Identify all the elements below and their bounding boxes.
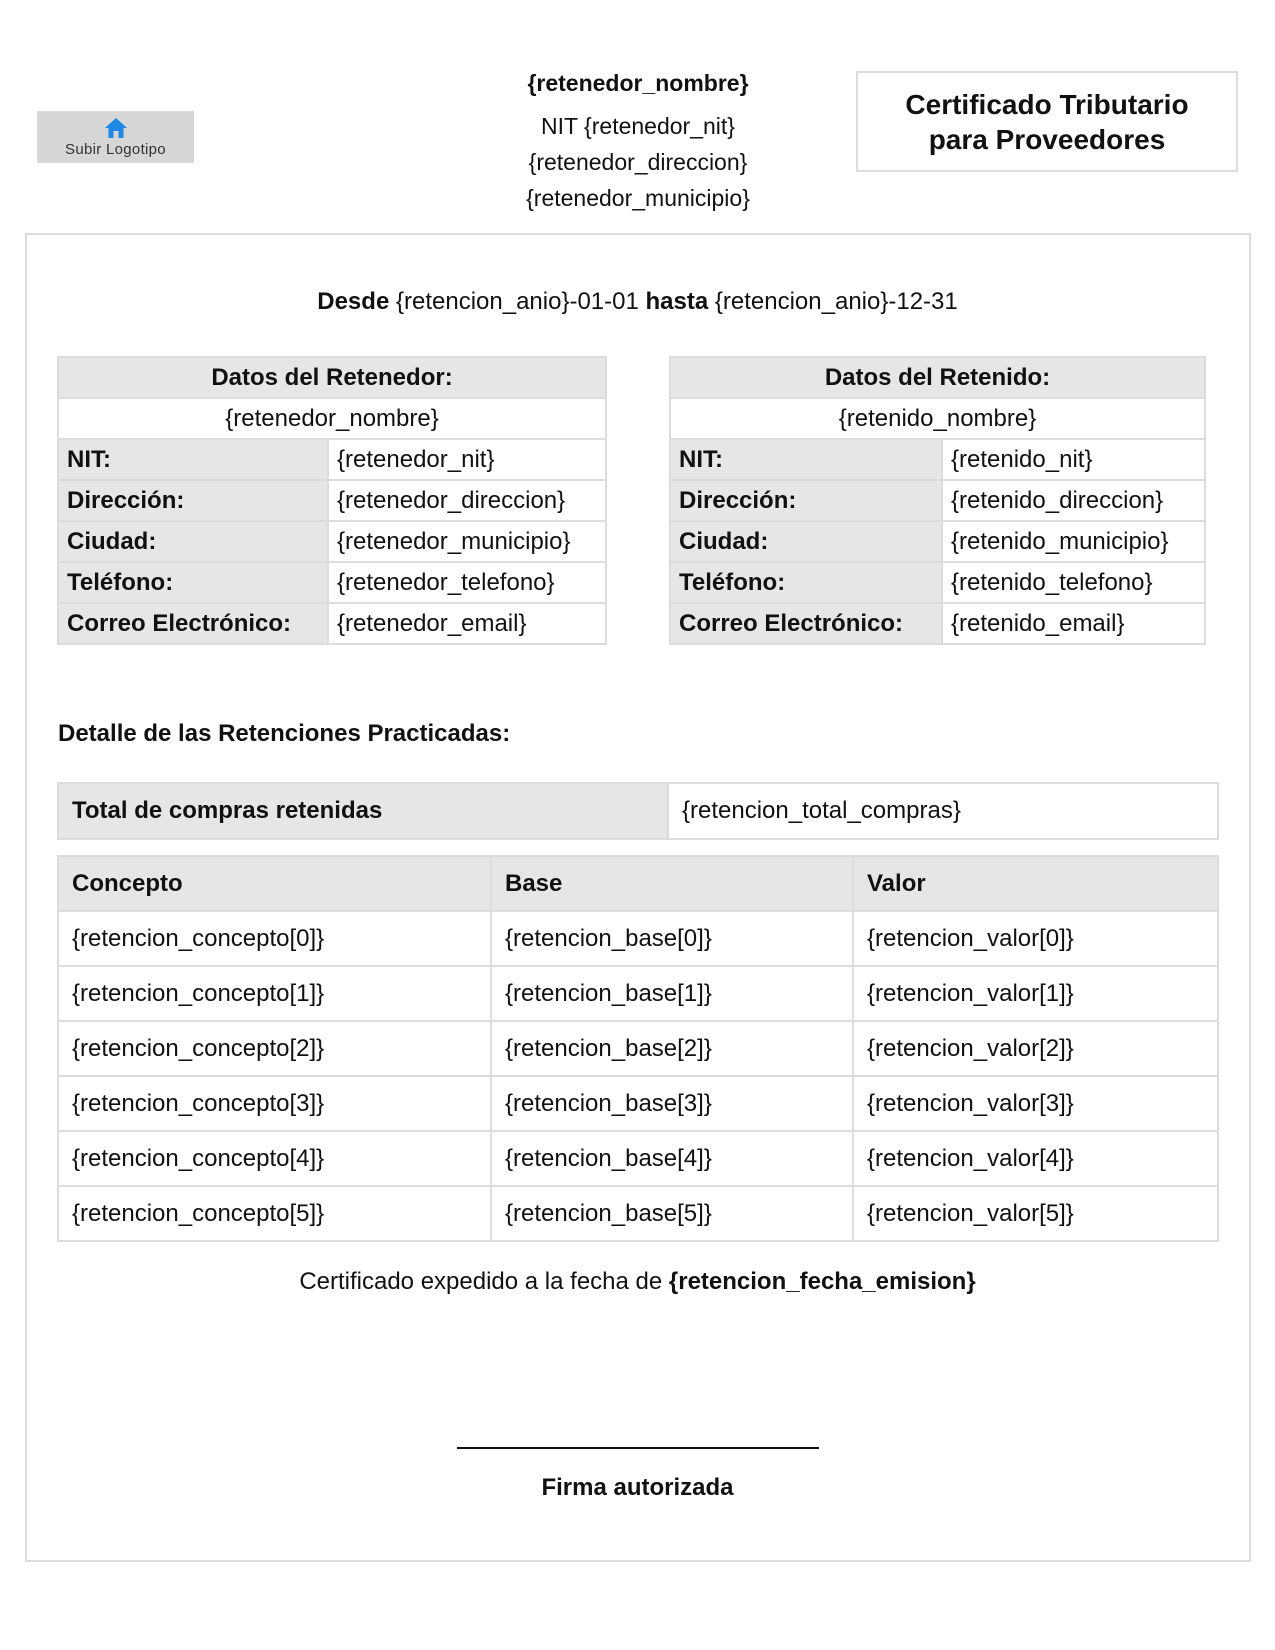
retenedor-value: {retenedor_email} [328,603,606,644]
table-row [670,603,1205,644]
issuer-city: {retenedor_municipio} [526,185,750,211]
issued-date: {retencion_fecha_emision} [668,1268,976,1295]
document-title-line2: para Proveedores [928,123,1166,155]
retenido-value: {retenido_municipio} [942,521,1205,562]
retenido-value: {retenido_direccion} [942,480,1205,521]
document-title [856,71,1238,172]
cell-base: {retencion_base[3]} [491,1076,853,1131]
home-icon [103,116,129,140]
retenido-value: {retenido_nit} [942,439,1205,480]
table-row [58,521,606,562]
table-header-row [58,856,1218,911]
retenido-label: Teléfono: [670,562,942,603]
cell-valor: {retencion_valor[1]} [853,966,1218,1021]
retenedor-heading: Datos del Retenedor: [58,357,606,398]
table-row [58,783,1218,839]
retenedor-table [57,356,607,645]
table-row [58,966,1218,1021]
retenido-label: Correo Electrónico: [670,603,942,644]
retenido-value: {retenido_telefono} [942,562,1205,603]
retenido-label: NIT: [670,439,942,480]
retenedor-value: {retenedor_municipio} [328,521,606,562]
cell-concepto: {retencion_concepto[0]} [58,911,491,966]
totals-table [57,782,1219,840]
cell-base: {retencion_base[5]} [491,1186,853,1241]
cell-base: {retencion_base[4]} [491,1131,853,1186]
table-row [58,1131,1218,1186]
cell-base: {retencion_base[2]} [491,1021,853,1076]
table-row [58,562,606,603]
upload-logo-label: Subir Logotipo [65,141,166,158]
table-row [58,439,606,480]
signature-label: Firma autorizada [541,1474,734,1501]
document-title-line1: Certificado Tributario [905,88,1189,120]
issuer-nit: NIT {retenedor_nit} [541,113,735,139]
retenedor-label: Teléfono: [58,562,328,603]
table-row [58,1186,1218,1241]
cell-concepto: {retencion_concepto[2]} [58,1021,491,1076]
section-title: Detalle de las Retenciones Practicadas: [58,720,511,747]
issued-line [0,1268,1275,1296]
cell-concepto: {retencion_concepto[5]} [58,1186,491,1241]
table-row [58,1076,1218,1131]
retenedor-label: Correo Electrónico: [58,603,328,644]
total-value: {retencion_total_compras} [668,783,1218,839]
retenido-label: Dirección: [670,480,942,521]
retenido-label: Ciudad: [670,521,942,562]
cell-valor: {retencion_valor[4]} [853,1131,1218,1186]
column-header-valor: Valor [853,856,1218,911]
cell-concepto: {retencion_concepto[3]} [58,1076,491,1131]
issuer-name: {retenedor_nombre} [527,70,749,96]
retenedor-label: NIT: [58,439,328,480]
table-row [58,603,606,644]
cell-valor: {retencion_valor[2]} [853,1021,1218,1076]
retenido-name: {retenido_nombre} [670,398,1205,439]
table-row [58,480,606,521]
retenedor-value: {retenedor_direccion} [328,480,606,521]
cell-concepto: {retencion_concepto[1]} [58,966,491,1021]
cell-valor: {retencion_valor[5]} [853,1186,1218,1241]
retenido-heading: Datos del Retenido: [670,357,1205,398]
cell-valor: {retencion_valor[3]} [853,1076,1218,1131]
retentions-table [57,855,1219,1242]
table-row [58,1021,1218,1076]
cell-valor: {retencion_valor[0]} [853,911,1218,966]
issued-text: Certificado expedido a la fecha de [299,1268,663,1295]
column-header-concepto: Concepto [58,856,491,911]
signature-line [457,1447,819,1449]
issuer-address: {retenedor_direccion} [528,149,748,175]
table-row [670,521,1205,562]
table-row [58,911,1218,966]
retenido-value: {retenido_email} [942,603,1205,644]
retenedor-value: {retenedor_nit} [328,439,606,480]
period-from-value: {retencion_anio}-01-01 [395,288,639,315]
period-line [0,288,1275,316]
retenedor-value: {retenedor_telefono} [328,562,606,603]
retenedor-name: {retenedor_nombre} [58,398,606,439]
issuer-block [438,66,838,216]
cell-concepto: {retencion_concepto[4]} [58,1131,491,1186]
table-row [670,439,1205,480]
period-from-label: Desde [317,288,390,315]
retenedor-label: Ciudad: [58,521,328,562]
retenido-table [669,356,1206,645]
total-label: Total de compras retenidas [58,783,668,839]
period-to-value: {retencion_anio}-12-31 [714,288,958,315]
period-to-label: hasta [645,288,709,315]
upload-logo-button[interactable] [37,111,194,163]
cell-base: {retencion_base[0]} [491,911,853,966]
column-header-base: Base [491,856,853,911]
table-row [670,562,1205,603]
table-row [670,480,1205,521]
cell-base: {retencion_base[1]} [491,966,853,1021]
retenedor-label: Dirección: [58,480,328,521]
